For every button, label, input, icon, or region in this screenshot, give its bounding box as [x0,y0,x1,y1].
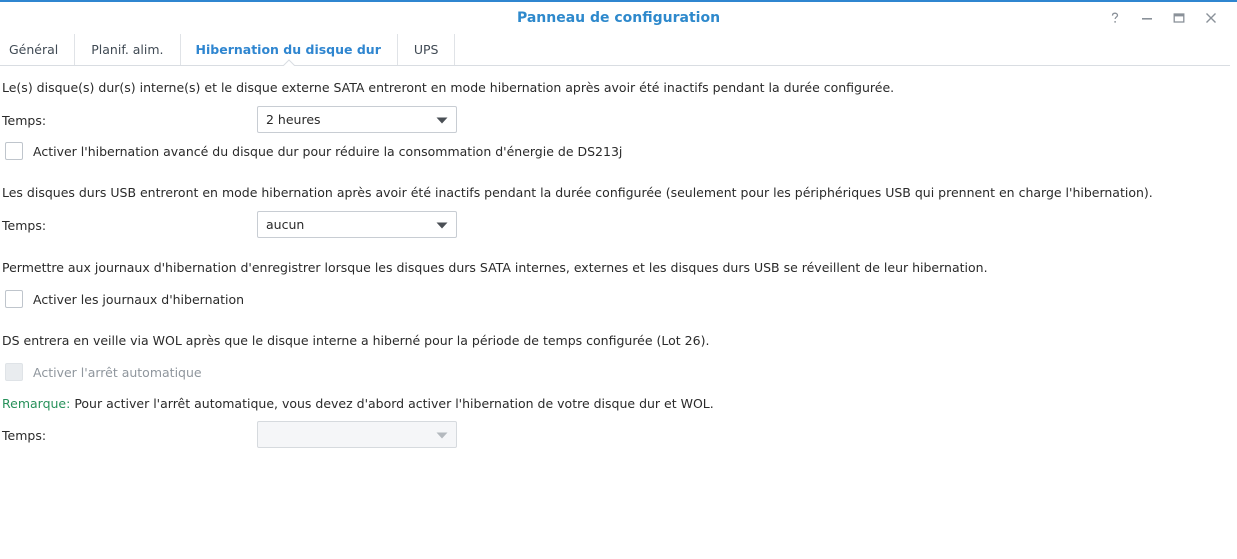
internal-time-label: Temps: [2,113,47,128]
window-title: Panneau de configuration [516,10,721,26]
auto-shutdown-label: Activer l'arrêt automatique [33,365,202,380]
title-bar [0,2,1237,34]
chevron-down-icon [436,117,448,124]
close-button[interactable] [1195,8,1227,28]
internal-time-value: 2 heures [266,112,321,127]
hibernation-logs-description: Permettre aux journaux d'hibernation d'enregistrer lorsque les disques durs SATA internes, externes et les disques durs USB se réveillent de leur hibernation. [2,260,988,275]
tab-label: Général [9,42,59,57]
active-tab-caret-icon [283,59,295,66]
maximize-button[interactable] [1163,8,1195,28]
tab-bar [0,34,1230,66]
tab-label: UPS [413,42,439,57]
minimize-icon [1141,12,1153,24]
note-text: Pour activer l'arrêt automatique, vous devez d'abord activer l'hibernation de votre disque dur et WOL. [70,396,714,411]
chevron-down-icon [436,222,448,229]
tab-label: Planif. alim. [91,42,164,57]
usb-hibernation-description: Les disques durs USB entreront en mode hibernation après avoir été inactifs pendant la durée configurée (seulement pour les périphériques USB qui prennent en charge l'hibernation). [2,185,1153,200]
tab-power-schedule[interactable] [74,34,179,65]
help-icon [1109,12,1121,24]
window-controls [1099,8,1227,28]
auto-shutdown-time-select[interactable] [257,421,457,448]
advanced-hibernation-checkbox[interactable] [5,142,23,160]
note-key: Remarque: [2,396,71,411]
usb-time-select[interactable] [257,211,457,238]
internal-hibernation-description: Le(s) disque(s) dur(s) interne(s) et le disque externe SATA entreront en mode hibernation après avoir été inactifs pendant la durée configurée. [2,80,895,95]
advanced-hibernation-label: Activer l'hibernation avancé du disque dur pour réduire la consommation d'énergie de DS213j [33,144,623,159]
tab-hdd-hibernation[interactable] [180,34,397,65]
auto-shutdown-description: DS entrera en veille via WOL après que le disque interne a hiberné pour la période de temps configurée (Lot 26). [2,333,710,348]
maximize-icon [1173,12,1185,24]
close-icon [1205,12,1217,24]
internal-time-select[interactable] [257,106,457,133]
auto-shutdown-time-label: Temps: [2,428,47,443]
hibernation-logs-checkbox[interactable] [5,290,23,308]
tab-divider [454,34,455,65]
tab-label: Hibernation du disque dur [195,42,381,57]
chevron-down-icon [436,432,448,439]
auto-shutdown-checkbox[interactable] [5,363,23,381]
auto-shutdown-note [2,396,714,411]
usb-time-label: Temps: [2,218,47,233]
hibernation-logs-label: Activer les journaux d'hibernation [33,292,245,307]
help-button[interactable] [1099,8,1131,28]
usb-time-value: aucun [266,217,305,232]
tab-ups[interactable] [397,34,455,65]
minimize-button[interactable] [1131,8,1163,28]
tab-general[interactable] [0,34,74,65]
